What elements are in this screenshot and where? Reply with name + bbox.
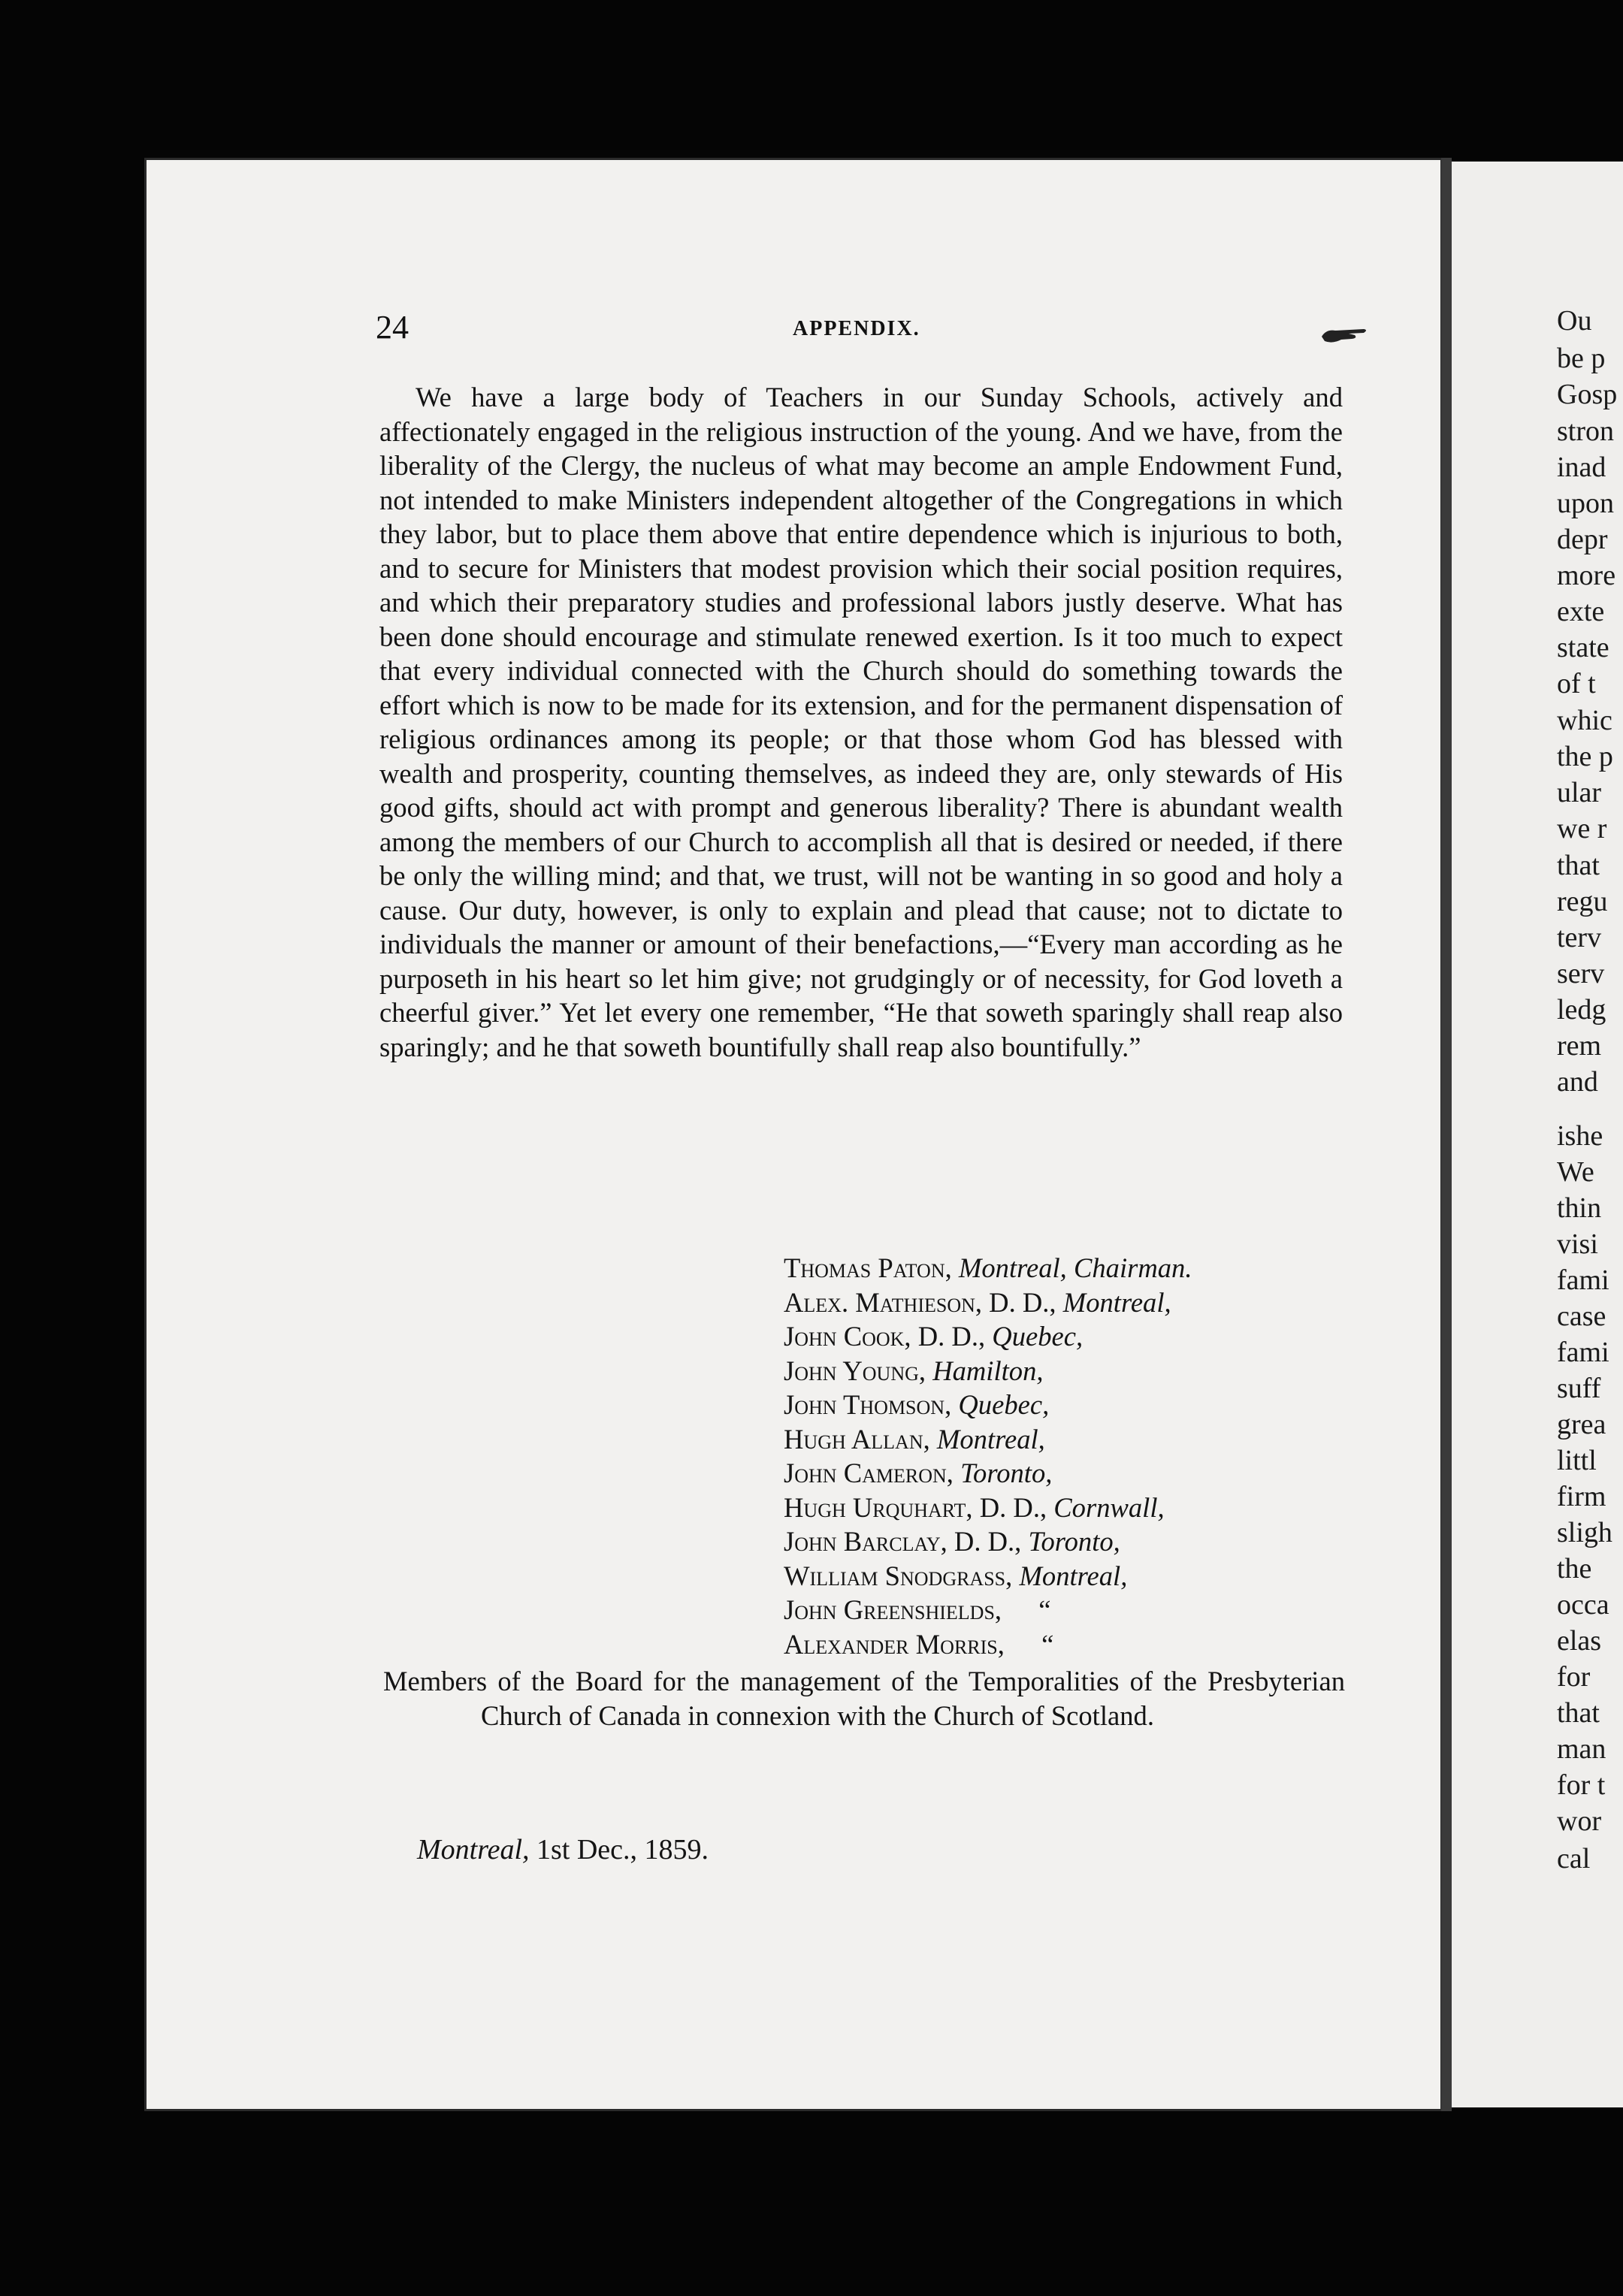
- signatory: [784, 1285, 1355, 1320]
- signatory-place: Montreal,: [1062, 1286, 1171, 1318]
- facing-page-line: man: [1557, 1733, 1606, 1765]
- facing-page-line: sligh: [1557, 1517, 1612, 1548]
- facing-page-line: exte: [1557, 596, 1605, 627]
- facing-page-line: Ou: [1557, 305, 1592, 337]
- page-number: 24: [376, 309, 409, 346]
- facing-page-line: stron: [1557, 415, 1614, 447]
- facing-page-line: regu: [1557, 886, 1608, 917]
- signatory-place: Cornwall,: [1053, 1491, 1165, 1523]
- facing-page-line: for: [1557, 1661, 1591, 1693]
- signatory-name: William Snodgrass,: [784, 1560, 1013, 1591]
- signatory-place: “: [1041, 1628, 1054, 1660]
- signatory: [784, 1354, 1355, 1388]
- facing-page-line: grea: [1557, 1409, 1606, 1440]
- signatory-place: Hamilton,: [932, 1355, 1044, 1386]
- signatory-place: Toronto,: [960, 1458, 1053, 1488]
- page-header: [376, 308, 1383, 353]
- facing-page-line: upon: [1557, 488, 1614, 519]
- facing-page-line: thin: [1557, 1192, 1602, 1224]
- facing-page-line: that: [1557, 850, 1600, 881]
- facing-page-line: state: [1557, 632, 1609, 663]
- facing-page-line: fami: [1557, 1337, 1609, 1368]
- signatory-place: Montreal,: [1019, 1560, 1128, 1591]
- facing-page-line: Gosp: [1557, 379, 1618, 410]
- signatory: [784, 1319, 1355, 1354]
- facing-page-line: cal: [1557, 1843, 1591, 1875]
- signatory-place: “: [1038, 1594, 1051, 1625]
- facing-page-line: fami: [1557, 1264, 1609, 1296]
- signatory-name: John Cook, D. D.,: [784, 1321, 986, 1352]
- signatory-place: Quebec,: [958, 1389, 1050, 1420]
- signatory-name: John Greenshields,: [784, 1594, 1002, 1625]
- signatory-name: Alexander Morris,: [784, 1628, 1005, 1660]
- facing-page-line: suff: [1557, 1373, 1601, 1404]
- facing-page-line: visi: [1557, 1228, 1598, 1260]
- facing-page-line: rem: [1557, 1030, 1602, 1062]
- signatory-list: [784, 1251, 1355, 1661]
- facing-page-line: ishe: [1557, 1120, 1603, 1152]
- signatory-name: John Barclay, D. D.,: [784, 1526, 1022, 1557]
- signatory: [784, 1422, 1355, 1457]
- hand-pointer-icon: [1319, 323, 1371, 346]
- facing-page-line: wor: [1557, 1805, 1602, 1837]
- facing-page-line: more: [1557, 560, 1616, 591]
- dateline-place: Montreal,: [417, 1834, 530, 1866]
- signatory: [784, 1388, 1355, 1422]
- facing-page-line: be p: [1557, 343, 1606, 374]
- signatory-place: Quebec,: [992, 1321, 1084, 1352]
- running-head: APPENDIX.: [793, 317, 920, 340]
- signatory-name: Hugh Urquhart, D. D.,: [784, 1491, 1047, 1523]
- facing-page-line: case: [1557, 1301, 1606, 1332]
- signatory-place: Montreal, Chairman.: [958, 1252, 1192, 1283]
- facing-page-line: the p: [1557, 741, 1613, 772]
- signatory: [784, 1456, 1355, 1491]
- facing-page-line: of t: [1557, 668, 1596, 699]
- signatory-name: John Thomson,: [784, 1389, 952, 1420]
- facing-page-line: elas: [1557, 1625, 1602, 1657]
- facing-page-fragment: [1452, 162, 1623, 2107]
- signatory-place: Toronto,: [1028, 1526, 1120, 1557]
- facing-page-line: the: [1557, 1553, 1592, 1585]
- facing-page-line: we r: [1557, 813, 1607, 844]
- facing-page-line: serv: [1557, 958, 1605, 989]
- signatory: [784, 1251, 1355, 1285]
- facing-page-line: ledg: [1557, 994, 1606, 1026]
- signatory: [784, 1524, 1355, 1559]
- facing-page-line: and: [1557, 1066, 1598, 1098]
- facing-page-line: littl: [1557, 1445, 1597, 1476]
- facing-page-line: depr: [1557, 524, 1608, 555]
- signatory: [784, 1559, 1355, 1594]
- facing-page-line: terv: [1557, 922, 1602, 953]
- book-gutter: [1441, 158, 1452, 2111]
- facing-page-line: firm: [1557, 1481, 1606, 1512]
- facing-page-line: for t: [1557, 1769, 1606, 1801]
- facing-page-line: whic: [1557, 705, 1612, 736]
- board-caption: Members of the Board for the management of the Temporalities of the Presbyterian Church of Canada in connexion with the Church of Scotland.: [383, 1666, 1345, 1731]
- body-paragraph: We have a large body of Teachers in our Sunday Schools, actively and affectionately engaged in the religious instruction of the young. And we have, from the liberality of the Clergy, the nucleus of what may become an ample Endowment Fund, not intended to make Ministers independent altogether of the Congregations in which they labor, but to place them above that entire dependence which is injurious to both, and to secure for Ministers that modest provision which their social position requires, and which their preparatory studies and professional labors justly deserve. What has been done should encourage and stimulate renewed exertion. Is it too much to expect that every individual connected with the Church should do something towards the effort which is now to be made for its extension, and for the permanent dispensation of religious ordinances among its people; or that those whom God has blessed with wealth and prosperity, counting themselves, as indeed they are, only stewards of His good gifts, should act with prompt and generous liberality? There is abundant wealth among the members of our Church to accomplish all that is desired or needed, if there be only the willing mind; and that, we trust, will not be wanting in so good and holy a cause. Our duty, however, is only to explain and plead that cause; not to dictate to individuals the manner or amount of their benefactions,—“Every man according as he purposeth in his heart so let him give; not grudgingly or of necessity, for God loveth a cheerful giver.” Yet let every one remember, “He that soweth sparingly shall reap also sparingly; and he that soweth bountifully shall reap also bountifully.”: [379, 382, 1343, 1062]
- signatory-name: Hugh Allan,: [784, 1423, 930, 1455]
- dateline-date: 1st Dec., 1859.: [536, 1834, 709, 1866]
- signatory-name: Thomas Paton,: [784, 1252, 952, 1283]
- dateline: [417, 1833, 709, 1866]
- facing-page-line: We: [1557, 1156, 1594, 1188]
- signatory-name: John Young,: [784, 1355, 926, 1386]
- signatory: [784, 1491, 1355, 1525]
- body-text: [379, 380, 1343, 1064]
- facing-page-line: ular: [1557, 777, 1602, 808]
- signatory: [784, 1627, 1355, 1662]
- signatory-place: Montreal,: [936, 1423, 1045, 1455]
- facing-page-line: occa: [1557, 1589, 1609, 1621]
- signatory-name: Alex. Mathieson, D. D.,: [784, 1286, 1056, 1318]
- signatory-name: John Cameron,: [784, 1458, 954, 1488]
- facing-page-line: that: [1557, 1697, 1600, 1729]
- facing-page-line: inad: [1557, 452, 1606, 483]
- signatory: [784, 1593, 1355, 1627]
